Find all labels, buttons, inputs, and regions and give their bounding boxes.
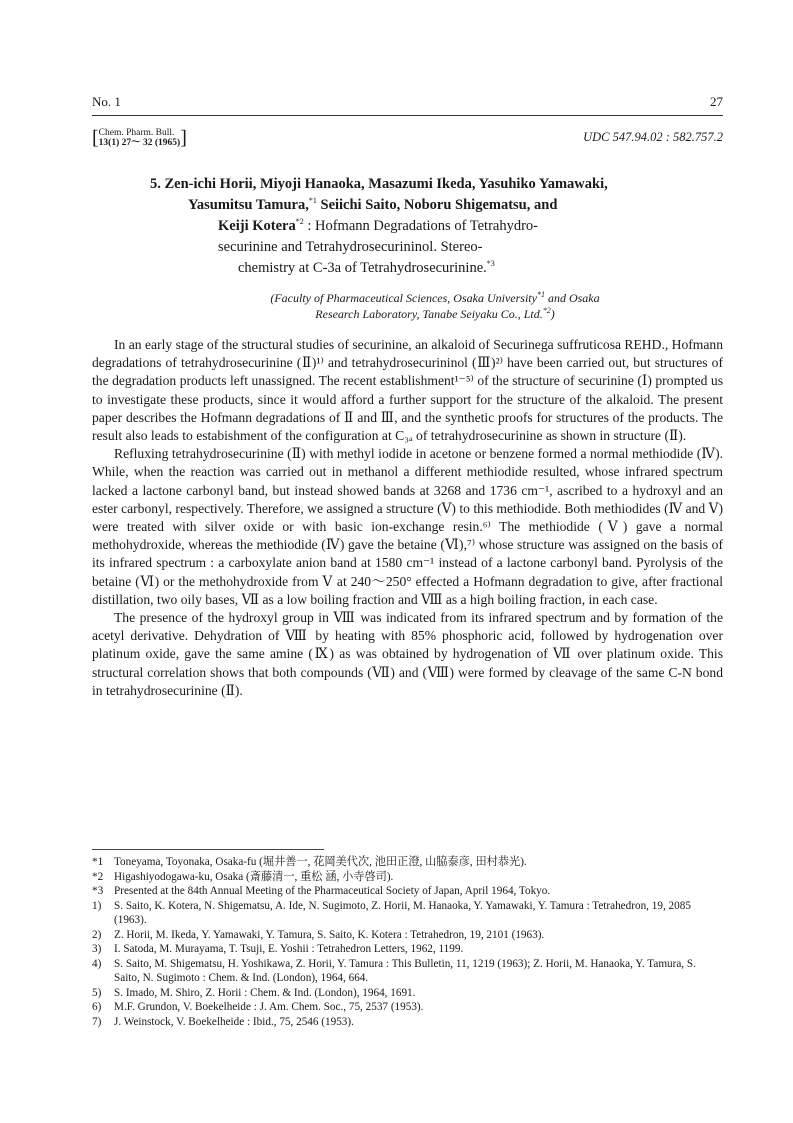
title-line-5: chemistry at C-3a of Tetrahydrosecurinine. bbox=[238, 260, 487, 276]
issue-number: No. 1 bbox=[92, 94, 121, 109]
title-line-4: securinine and Tetrahydrosecurininol. Stereo- bbox=[218, 239, 483, 255]
affiliation-line-2a: Research Laboratory, Tanabe Seiyaku Co., Ltd. bbox=[315, 307, 543, 321]
title-line-3: : Hofmann Degradations of Tetrahydro- bbox=[303, 218, 538, 234]
reference-mark: 1) bbox=[92, 899, 102, 912]
author-mark-1: *1 bbox=[308, 196, 317, 206]
reference bbox=[92, 1015, 723, 1030]
paragraph-1: In an early stage of the structural studies of securinine, an alkaloid of Securinega suffruticosa REHD., Hofmann degradations of tetrahydrosecurinine (Ⅱ)¹⁾ and tetrahydrosecurininol (Ⅲ)²⁾ have been carried out, but structures of the degradation products left unassigned. The recent establishment¹⁻⁵⁾ of the structure of securinine (Ⅰ) prompted us to investigate these products, since it would afford a further support for the structure of the alkaloid. The present paper describes the Hofmann degradations of Ⅱ and Ⅲ, and the synthetic proofs for structures of the products. The result also leads to estabishment of the configuration at C₃ₐ of tetrahydrosecurinine as shown in structure (Ⅱ). bbox=[92, 337, 723, 444]
authors-line-1: Zen-ichi Horii, Miyoji Hanaoka, Masazumi Ikeda, Yasuhiko Yamawaki, bbox=[164, 176, 608, 192]
reference-text: M.F. Grundon, V. Boekelheide : J. Am. Chem. Soc., 75, 2537 (1953). bbox=[114, 1001, 424, 1013]
footnote-text: Higashiyodogawa-ku, Osaka (斎藤清一, 重松 涵, 小寺啓司). bbox=[114, 870, 394, 883]
authors-line-3: Keiji Kotera bbox=[218, 218, 296, 234]
journal-citation: [Chem. Pharm. Bull. 13(1) 27～ 32 (1965)] bbox=[92, 127, 187, 149]
reference bbox=[92, 957, 723, 986]
footnote bbox=[92, 870, 723, 885]
journal-name: Chem. Pharm. Bull. bbox=[98, 128, 175, 138]
affil-mark-2: *2 bbox=[542, 306, 551, 315]
footnote-text: Toneyama, Toyonaka, Osaka-fu (堀井善一, 花岡美代次, 池田正澄, 山脇泰彦, 田村恭光). bbox=[114, 856, 527, 868]
reference-mark: 5) bbox=[92, 986, 102, 999]
reference-text: Z. Horii, M. Ikeda, Y. Yamawaki, Y. Tamura, S. Saito, K. Kotera : Tetrahedron, 19, 2101 (1963). bbox=[114, 928, 545, 941]
footnote-mark: *1 bbox=[92, 856, 104, 868]
footnote-mark: *3 bbox=[92, 885, 104, 897]
authors-line-2a: Yasumitsu Tamura, bbox=[188, 197, 309, 213]
affil-mark-1: *1 bbox=[536, 290, 545, 299]
reference-mark: 6) bbox=[92, 1001, 102, 1013]
affiliation-line-2b: ) bbox=[550, 307, 555, 321]
page-number: 27 bbox=[710, 94, 723, 109]
reference-mark: 7) bbox=[92, 1015, 102, 1028]
footnote-text: Presented at the 84th Annual Meeting of the Pharmaceutical Society of Japan, April 1964, Tokyo. bbox=[114, 885, 551, 897]
reference bbox=[92, 942, 723, 957]
paragraph-2: Refluxing tetrahydrosecurinine (Ⅱ) with methyl iodide in acetone or benzene formed a normal methiodide (Ⅳ). While, when the reaction was carried out in methanol a different methiodide resulted, whose infrared spectrum lacked a lactone carbonyl band, but instead showed bands at 3268 and 1736 cm⁻¹, ascribed to a hydroxyl and an ester carbonyl, respectively. Therefore, we assigned a structure (Ⅴ) to this methiodide. Both methiodides (Ⅳ and Ⅴ) were treated with silver oxide or with basic ion-exchange resin.⁶⁾ The methiodide (Ⅴ) gave a normal methohydroxide, whereas the methiodide (Ⅳ) gave the betaine (Ⅵ),⁷⁾ whose structure was assigned on the basis of its infrared spectrum : a carboxylate anion band at 1580 cm⁻¹ instead of a lactone carbonyl band. Pyrolysis of the betaine (Ⅵ) or the methohydroxide from Ⅴ at 240～250° effected a Hofmann degradation to give, after fractional distillation, two oily bases, Ⅶ as a low boiling fraction and Ⅷ as a high boiling fraction, in each case. bbox=[92, 446, 723, 607]
affiliation-line-1b: and Osaka bbox=[544, 291, 600, 305]
reference bbox=[92, 1000, 723, 1015]
article-body bbox=[92, 336, 723, 700]
reference bbox=[92, 899, 723, 928]
paragraph-3: The presence of the hydroxyl group in Ⅷ was indicated from its infrared spectrum and by formation of the acetyl derivative. Dehydration of Ⅷ by heating with 85% phosphoric acid, followed by hydrogenation over platinum oxide, gave the same amine (Ⅸ) as was obtained by hydrogenation of Ⅶ over platinum oxide. This structural correlation shows that both compounds (Ⅶ) and (Ⅷ) were formed by cleavage of the same C-N bond in tetrahydrosecurinine (Ⅱ). bbox=[92, 610, 723, 698]
article-number: 5. bbox=[150, 176, 161, 192]
udc-code: UDC 547.94.02 : 582.757.2 bbox=[583, 130, 723, 144]
article-heading bbox=[150, 174, 720, 279]
title-mark-3: *3 bbox=[486, 259, 495, 269]
footnote-mark: *2 bbox=[92, 870, 104, 883]
reference-text: S. Imado, M. Shiro, Z. Horii : Chem. & Ind. (London), 1964, 1691. bbox=[114, 986, 416, 999]
reference-text: S. Saito, K. Kotera, N. Shigematsu, A. Ide, N. Sugimoto, Z. Horii, M. Hanaoka, Y. Yamawaki, Y. Tamura : Tetrahedron, 19, 2085 (1963). bbox=[114, 899, 691, 926]
reference-text: I. Satoda, M. Murayama, T. Tsuji, E. Yoshii : Tetrahedron Letters, 1962, 1199. bbox=[114, 943, 464, 955]
reference bbox=[92, 928, 723, 943]
footnote bbox=[92, 884, 723, 899]
reference-mark: 2) bbox=[92, 928, 102, 941]
footnotes bbox=[92, 855, 723, 1029]
reference-mark: 3) bbox=[92, 943, 102, 955]
header-rule bbox=[92, 115, 723, 116]
affiliation-line-1a: (Faculty of Pharmaceutical Sciences, Osaka University bbox=[270, 291, 537, 305]
reference-mark: 4) bbox=[92, 957, 102, 970]
reference-text: J. Weinstock, V. Boekelheide : Ibid., 75, 2546 (1953). bbox=[114, 1015, 354, 1028]
author-mark-2: *2 bbox=[295, 217, 304, 227]
reference-text: S. Saito, M. Shigematsu, H. Yoshikawa, Z. Horii, Y. Tamura : This Bulletin, 11, 1219 (1963); Z. Horii, M. Hanaoka, Y. Tamura, S. Saito, N. Sugimoto : Chem. & Ind. (London), 1964, 664. bbox=[114, 957, 696, 984]
footnote bbox=[92, 855, 723, 870]
journal-volume: 13(1) 27～ 32 (1965) bbox=[98, 138, 181, 148]
footnote-rule bbox=[92, 849, 324, 850]
affiliation bbox=[150, 290, 720, 322]
authors-line-2b: Seiichi Saito, Noboru Shigematsu, and bbox=[320, 197, 558, 213]
reference bbox=[92, 986, 723, 1001]
